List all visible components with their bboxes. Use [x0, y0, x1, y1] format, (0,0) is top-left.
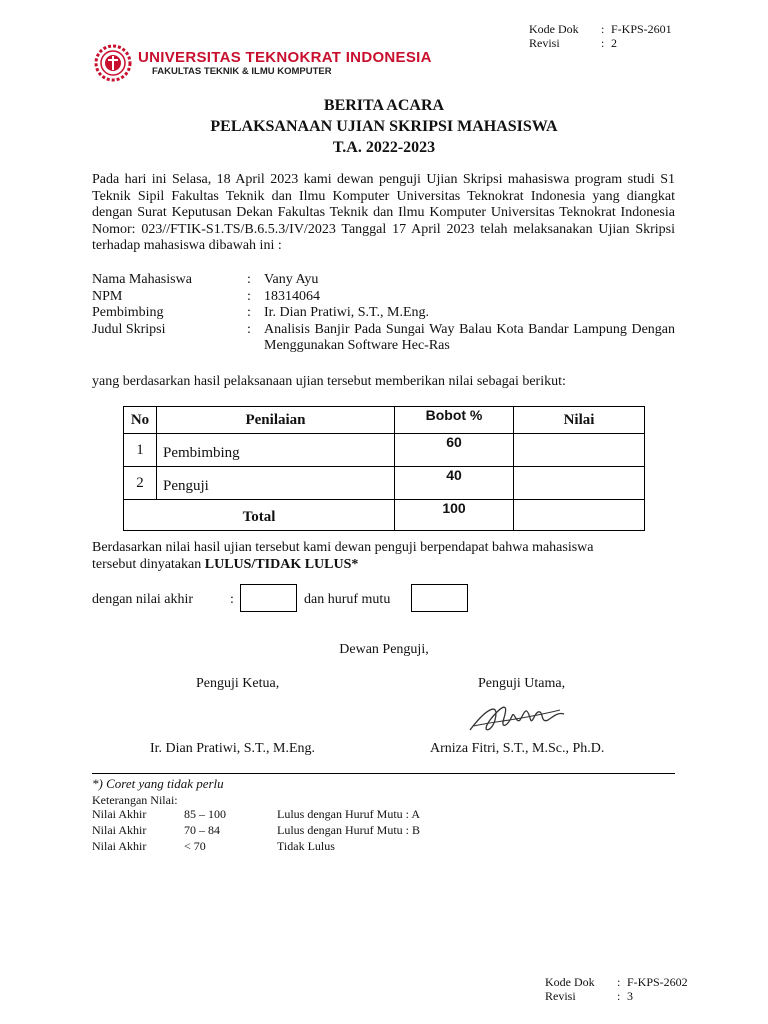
university-seal-icon — [94, 44, 132, 82]
student-name: Vany Ayu — [264, 272, 319, 287]
revision-label: Revisi — [545, 989, 576, 1003]
result-intro: yang berdasarkan hasil pelaksanaan ujian tersebut memberikan nilai sebagai berikut: — [92, 374, 566, 389]
main-examiner-name: Arniza Fitri, S.T., M.Sc., Ph.D. — [430, 741, 605, 756]
conclusion-line1: Berdasarkan nilai hasil ujian tersebut kami dewan penguji berpendapat bahwa mahasiswa — [92, 540, 594, 555]
total-nilai[interactable] — [514, 500, 645, 531]
table-row — [124, 467, 645, 500]
legend-range: 85 – 100 — [184, 807, 226, 821]
doc-code-label: Kode Dok — [545, 975, 595, 989]
doc-code-value: F-KPS-2601 — [611, 22, 672, 36]
final-score-label: dengan nilai akhir — [92, 592, 194, 607]
table-total-row — [124, 500, 645, 531]
document-title-line1: BERITA ACARA — [323, 97, 445, 114]
document-title-line3: T.A. 2022-2023 — [332, 139, 436, 156]
grade-letter-label: dan huruf mutu — [304, 592, 391, 607]
student-npm: 18314064 — [264, 288, 320, 304]
doc-code-value: F-KPS-2602 — [627, 975, 688, 989]
row-no: 1 — [124, 434, 157, 467]
revision-value: 3 — [627, 989, 633, 1003]
student-info: Nama Mahasiswa : Vany Ayu NPM : 18314064 Pembimbing : Ir. Dian Pratiwi, S.T., M.Eng. Judul Skripsi : Analisis Banjir Pada Sungai Way Balau Kota Bandar Lampung Dengan Menggunakan Software Hec-Ras — [92, 272, 675, 353]
footer-divider — [92, 773, 675, 774]
score-table — [123, 406, 645, 531]
thesis-title-label: Judul Skripsi — [92, 321, 166, 337]
list-item — [92, 838, 420, 854]
examiner-board-title: Dewan Penguji, — [339, 642, 429, 657]
header-nilai: Nilai — [514, 407, 645, 434]
thesis-title: Analisis Banjir Pada Sungai Way Balau Kota Bandar Lampung Dengan Menggunakan Software Hec-Ras — [264, 321, 675, 353]
chief-examiner-name: Ir. Dian Pratiwi, S.T., M.Eng. — [150, 741, 316, 756]
header-penilaian: Penilaian — [157, 407, 395, 434]
footnote: *) Coret yang tidak perlu — [92, 776, 224, 791]
grade-legend-title: Keterangan Nilai: — [92, 793, 178, 807]
conclusion-prefix: tersebut dinyatakan — [92, 557, 205, 572]
final-score-box[interactable] — [240, 584, 297, 612]
name-label: Nama Mahasiswa — [92, 272, 192, 287]
grade-letter-box[interactable] — [411, 584, 468, 612]
doc-code-label: Kode Dok — [529, 22, 579, 36]
grade-legend — [92, 806, 420, 854]
legend-desc: Tidak Lulus — [277, 839, 335, 853]
list-item — [92, 806, 420, 822]
doc-code-top: Kode Dok : F-KPS-2601 Revisi : 2 — [529, 22, 672, 50]
row-nilai[interactable] — [514, 434, 645, 467]
row-penilaian: Penguji — [157, 467, 395, 500]
legend-label: Nilai Akhir — [92, 807, 147, 821]
row-bobot: 60 — [395, 434, 514, 467]
legend-label: Nilai Akhir — [92, 823, 147, 837]
legend-range: 70 – 84 — [184, 823, 220, 837]
row-bobot: 40 — [395, 467, 514, 500]
table-row — [124, 434, 645, 467]
row-no: 2 — [124, 467, 157, 500]
revision-label: Revisi — [529, 36, 560, 50]
row-nilai[interactable] — [514, 467, 645, 500]
revision-value: 2 — [611, 36, 617, 50]
row-penilaian: Pembimbing — [157, 434, 395, 467]
legend-label: Nilai Akhir — [92, 839, 147, 853]
final-score-colon: : — [230, 592, 234, 607]
pass-fail-status: LULUS/TIDAK LULUS* — [204, 557, 359, 572]
header-bobot: Bobot % — [395, 407, 514, 434]
total-bobot: 100 — [395, 500, 514, 531]
supervisor-name: Ir. Dian Pratiwi, S.T., M.Eng. — [264, 305, 430, 320]
main-examiner-title: Penguji Utama, — [478, 676, 566, 691]
header-no: No — [124, 407, 157, 434]
legend-range: < 70 — [184, 839, 206, 853]
supervisor-label: Pembimbing — [92, 305, 164, 320]
list-item — [92, 822, 420, 838]
legend-desc: Lulus dengan Huruf Mutu : A — [277, 807, 420, 821]
legend-desc: Lulus dengan Huruf Mutu : B — [277, 823, 420, 837]
intro-paragraph: Pada hari ini Selasa, 18 April 2023 kami dewan penguji Ujian Skripsi mahasiswa program studi S1 Teknik Sipil Fakultas Teknik dan Ilmu Komputer Universitas Teknokrat Indonesia yang diangkat dengan Surat Keputusan Dekan Fakultas Teknik dan Ilmu Komputer Universitas Teknokrat Indonesia Nomor: 023//FTIK-S1.TS/B.6.5.3/IV/2023 Tanggal 17 April 2023 telah melaksanakan Ujian Skripsi terhadap mahasiswa dibawah ini : — [92, 172, 675, 253]
npm-label: NPM — [92, 288, 123, 304]
total-label: Total — [124, 500, 395, 531]
document-title-line2: PELAKSANAAN UJIAN SKRIPSI MAHASISWA — [210, 118, 558, 135]
conclusion-line2 — [92, 557, 675, 574]
doc-code-bottom: Kode Dok : F-KPS-2602 Revisi : 3 — [545, 975, 688, 1003]
university-logo-block — [94, 44, 432, 82]
table-header-row — [124, 407, 645, 434]
chief-examiner-title: Penguji Ketua, — [196, 676, 280, 691]
signature-image — [460, 690, 580, 740]
university-name: UNIVERSITAS TEKNOKRAT INDONESIA — [138, 48, 432, 66]
faculty-name: FAKULTAS TEKNIK & ILMU KOMPUTER — [152, 65, 332, 77]
